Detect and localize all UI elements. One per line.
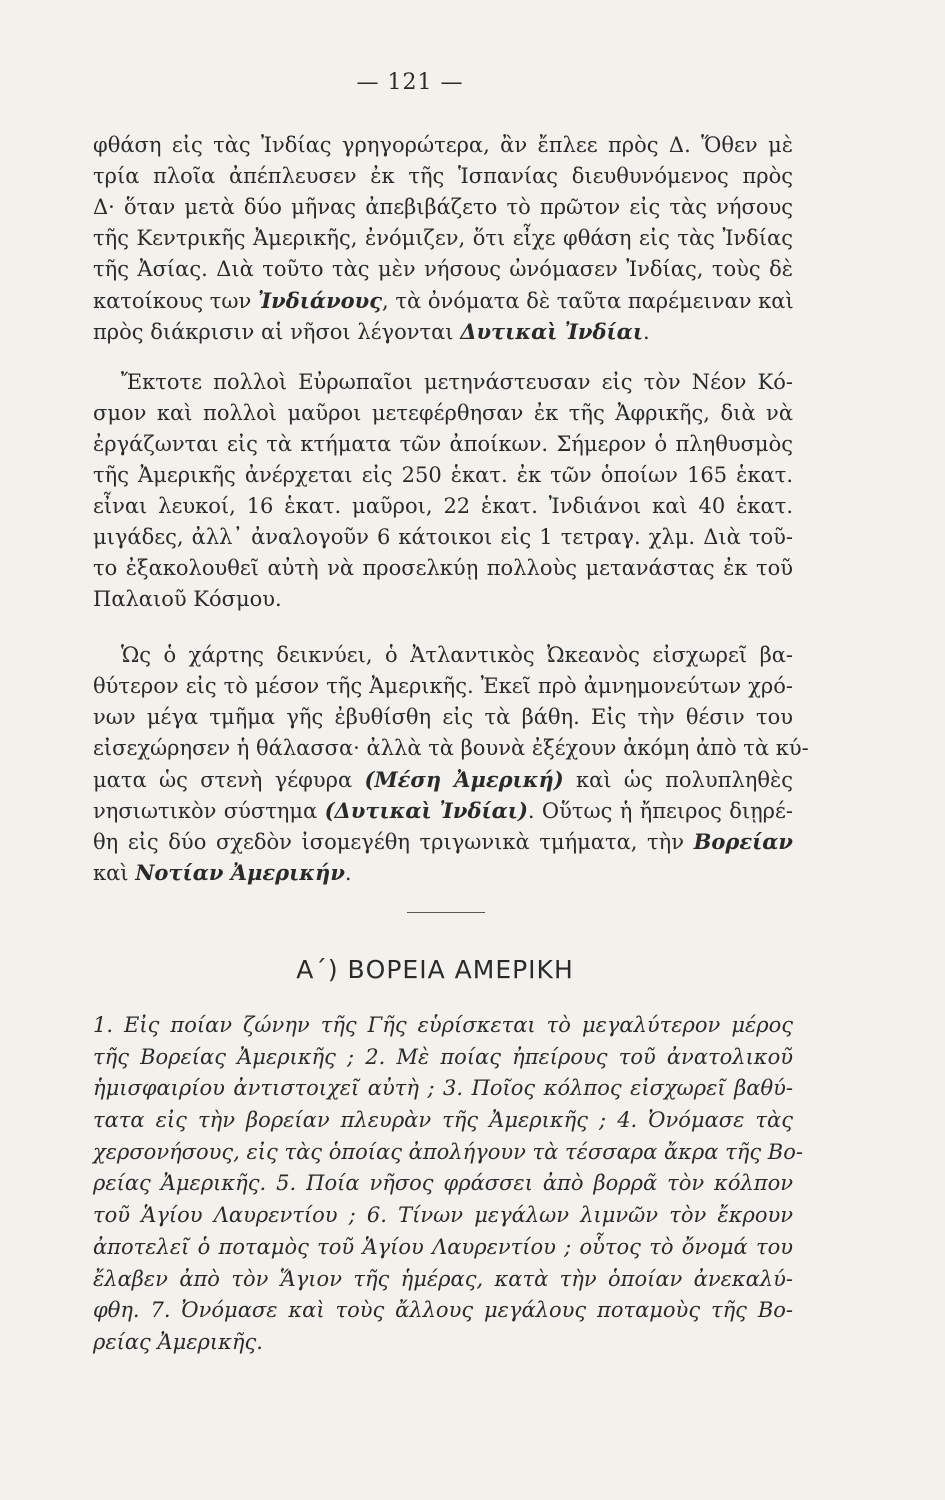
question-line: τοῦ Ἁγίου Λαυρεντίου ; 6. Τίνων μεγάλων λιμνῶν τὸν ἔκρουν bbox=[93, 1203, 793, 1228]
paragraph-3 bbox=[93, 640, 809, 888]
bold-term-indians: Ἰνδιάνους bbox=[257, 288, 383, 313]
text-line: σμον καὶ πολλοὶ μαῦροι μετεφέρθησαν ἐκ τῆς Ἀφρικῆς, διὰ νὰ bbox=[93, 401, 793, 425]
paragraph-1 bbox=[93, 130, 793, 347]
paragraph-2 bbox=[93, 367, 793, 615]
text-line: εἶναι λευκοί, 16 ἑκατ. μαῦροι, 22 ἑκατ. Ἰνδιάνοι καὶ 40 ἑκατ. bbox=[93, 494, 793, 518]
text-line: φθάση εἰς τὰς Ἰνδίας γρηγορώτερα, ἂν ἔπλεε πρὸς Δ. Ὅθεν μὲ bbox=[93, 133, 793, 157]
text-run: ματα ὡς στενὴ γέφυρα bbox=[93, 768, 365, 792]
bold-term-west-indies: (Δυτικαὶ Ἰνδίαι) bbox=[324, 798, 528, 823]
text-run: . bbox=[344, 861, 352, 885]
text-line bbox=[93, 764, 793, 795]
bold-term-west-indies: Δυτικαὶ Ἰνδίαι bbox=[460, 319, 643, 344]
text-line bbox=[93, 857, 793, 888]
bold-term-central-america: (Μέση Ἀμερική) bbox=[364, 767, 564, 792]
text-line bbox=[93, 795, 793, 826]
text-run: . Οὕτως ἡ ἤπειρος διῃρέ- bbox=[527, 799, 793, 823]
text-line: τῆς Κεντρικῆς Ἀμερικῆς, ἐνόμιζεν, ὅτι εἶχε φθάση εἰς τὰς Ἰνδίας bbox=[93, 226, 793, 250]
text-run: , τὰ ὀνόματα δὲ ταῦτα παρέμειναν καὶ bbox=[382, 289, 794, 313]
text-line: μιγάδες, ἀλλ᾽ ἀναλογοῦν 6 κάτοικοι εἰς 1 τετραγ. χλμ. Διὰ τοῦ- bbox=[93, 525, 793, 549]
question-line: τατα εἰς τὴν βορείαν πλευρὰν τῆς Ἀμερικῆς ; 4. Ὀνόμασε τὰς bbox=[93, 1108, 793, 1133]
question-line: 1. Εἰς ποίαν ζώνην τῆς Γῆς εὑρίσκεται τὸ μεγαλύτερον μέρος bbox=[93, 1013, 793, 1037]
question-line: ἔλαβεν ἀπὸ τὸν Ἅγιον τῆς ἡμέρας, κατὰ τὴν ὁποίαν ἀνεκαλύ- bbox=[93, 1266, 793, 1291]
text-line: τῆς Ἀσίας. Διὰ τοῦτο τὰς μὲν νήσους ὠνόμασεν Ἰνδίας, τοὺς δὲ bbox=[93, 257, 793, 281]
question-line: ἀποτελεῖ ὁ ποταμὸς τοῦ Ἁγίου Λαυρεντίου ; οὗτος τὸ ὄνομά του bbox=[93, 1234, 793, 1259]
section-heading: Α΄) ΒΟΡΕΙΑ ΑΜΕΡΙΚΗ bbox=[296, 955, 574, 984]
text-line: τῆς Ἀμερικῆς ἀνέρχεται εἰς 250 ἑκατ. ἐκ τῶν ὁποίων 165 ἑκατ. bbox=[93, 463, 793, 487]
text-line: τρία πλοῖα ἀπέπλευσεν ἐκ τῆς Ἱσπανίας διευθυνόμενος πρὸς bbox=[93, 164, 793, 188]
text-run: καὶ ὡς πολυπληθὲς bbox=[563, 768, 794, 792]
text-run: καὶ bbox=[93, 861, 136, 885]
bold-term-south-america: Νοτίαν Ἀμερικήν bbox=[135, 860, 345, 885]
question-line: ἡμισφαιρίου ἀντιστοιχεῖ αὐτὴ ; 3. Ποῖος κόλπος εἰσχωρεῖ βαθύ- bbox=[93, 1076, 793, 1101]
text-line: εἰσεχώρησεν ἡ θάλασσα· ἀλλὰ τὰ βουνὰ ἐξέχουν ἀκόμη ἀπὸ τὰ κύ- bbox=[93, 736, 809, 760]
text-line: Ἔκτοτε πολλοὶ Εὐρωπαῖοι μετηνάστευσαν εἰς τὸν Νέον Κό- bbox=[121, 370, 793, 394]
bold-term-north: Βορείαν bbox=[693, 829, 793, 854]
text-run: κατοίκους των bbox=[93, 289, 258, 313]
text-run: . bbox=[642, 320, 650, 344]
question-line: ρείας Ἀμερικῆς. 5. Ποία νῆσος φράσσει ἀπὸ βορρᾶ τὸν κόλπον bbox=[93, 1171, 793, 1196]
text-line bbox=[93, 285, 793, 316]
text-line: Παλαιοῦ Κόσμου. bbox=[93, 587, 282, 611]
question-line: φθη. 7. Ὀνόμασε καὶ τοὺς ἄλλους μεγάλους ποταμοὺς τῆς Βο- bbox=[93, 1298, 793, 1323]
question-line: τῆς Βορείας Ἀμερικῆς ; 2. Μὲ ποίας ἠπείρους τοῦ ἀνατολικοῦ bbox=[93, 1044, 793, 1069]
text-run: πρὸς διάκρισιν αἱ νῆσοι λέγονται bbox=[93, 320, 461, 344]
text-line: το ἐξακολουθεῖ αὐτὴ νὰ προσελκύῃ πολλοὺς μετανάστας ἐκ τοῦ bbox=[93, 556, 793, 580]
text-line: θύτερον εἰς τὸ μέσον τῆς Ἀμερικῆς. Ἐκεῖ πρὸ ἀμνημονεύτων χρό- bbox=[93, 674, 793, 698]
text-line: Ὡς ὁ χάρτης δεικνύει, ὁ Ἀτλαντικὸς Ὠκεανὸς εἰσχωρεῖ βα- bbox=[121, 643, 793, 667]
question-line: ρείας Ἀμερικῆς. bbox=[93, 1329, 263, 1354]
text-line bbox=[93, 826, 793, 857]
section-divider bbox=[407, 912, 485, 913]
questions-block bbox=[93, 1010, 803, 1359]
text-line bbox=[93, 316, 793, 347]
text-line: Δ· ὅταν μετὰ δύο μῆνας ἀπεβιβάζετο τὸ πρῶτον εἰς τὰς νήσους bbox=[93, 195, 793, 219]
text-line: νων μέγα τμῆμα γῆς ἐβυθίσθη εἰς τὰ βάθη. Εἰς τὴν θέσιν του bbox=[93, 705, 793, 729]
text-run: θη εἰς δύο σχεδὸν ἰσομεγέθη τριγωνικὰ τμήματα, τὴν bbox=[93, 830, 694, 854]
question-line: χερσονήσους, εἰς τὰς ὁποίας ἀπολήγουν τὰ τέσσαρα ἄκρα τῆς Βο- bbox=[93, 1139, 803, 1164]
text-run: νησιωτικὸν σύστημα bbox=[93, 799, 325, 823]
page-number: — 121 — bbox=[356, 70, 464, 95]
text-line: ἐργάζωνται εἰς τὰ κτήματα τῶν ἀποίκων. Σήμερον ὁ πληθυσμὸς bbox=[93, 432, 793, 456]
